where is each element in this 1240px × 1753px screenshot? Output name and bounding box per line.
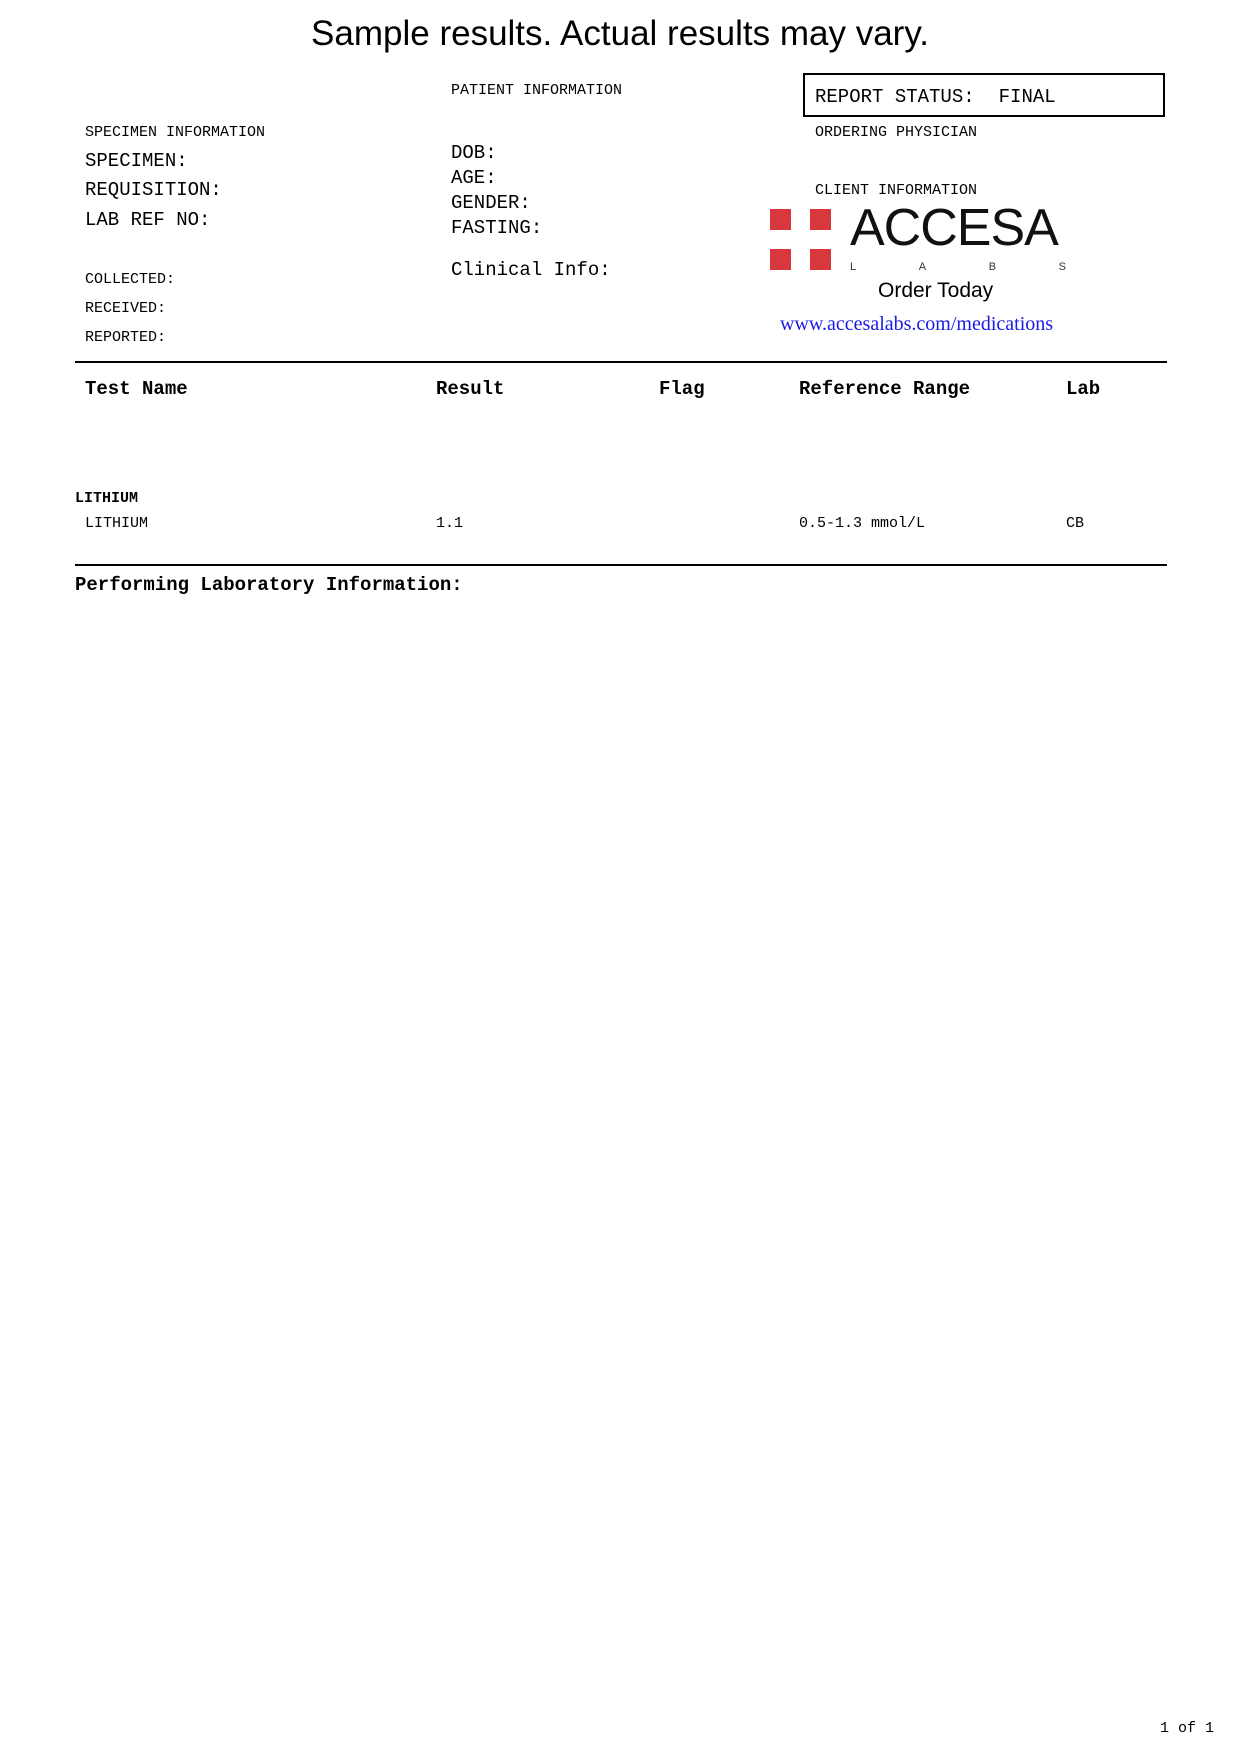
logo-subtitle: L A B S: [850, 261, 1066, 273]
report-status-value: FINAL: [998, 86, 1056, 108]
report-status-label: REPORT STATUS:: [815, 86, 975, 108]
table-row-result: 1.1: [436, 515, 464, 532]
clinical-info-label: Clinical Info:: [451, 259, 611, 281]
gender-label: GENDER:: [451, 192, 531, 214]
ordering-physician-heading: ORDERING PHYSICIAN: [815, 124, 978, 141]
sample-results-banner: Sample results. Actual results may vary.: [311, 14, 929, 53]
client-info-heading: CLIENT INFORMATION: [815, 182, 978, 199]
results-divider: [75, 564, 1167, 566]
table-row-test-name: LITHIUM: [85, 515, 149, 532]
col-header-test-name: Test Name: [85, 378, 188, 400]
report-status-box: [803, 73, 1165, 117]
header-divider: [75, 361, 1167, 363]
reported-label: REPORTED:: [85, 329, 167, 346]
col-header-reference-range: Reference Range: [799, 378, 971, 400]
table-row-lab: CB: [1066, 515, 1085, 532]
requisition-label: REQUISITION:: [85, 179, 222, 201]
received-label: RECEIVED:: [85, 300, 167, 317]
page-number: 1 of 1: [1160, 1720, 1215, 1737]
logo-square-icon: [770, 209, 791, 230]
lab-ref-label: LAB REF NO:: [85, 209, 211, 231]
logo-square-icon: [810, 209, 831, 230]
collected-label: COLLECTED:: [85, 271, 176, 288]
fasting-label: FASTING:: [451, 217, 543, 239]
test-group-title: LITHIUM: [75, 490, 139, 507]
col-header-flag: Flag: [659, 378, 705, 400]
col-header-result: Result: [436, 378, 505, 400]
dob-label: DOB:: [451, 142, 497, 164]
specimen-info-heading: SPECIMEN INFORMATION: [85, 124, 266, 141]
patient-info-heading: PATIENT INFORMATION: [451, 82, 623, 99]
order-today-text: Order Today: [878, 279, 994, 302]
table-row-reference-range: 0.5-1.3 mmol/L: [799, 515, 926, 532]
performing-lab-heading: Performing Laboratory Information:: [75, 574, 463, 596]
age-label: AGE:: [451, 167, 497, 189]
logo-square-icon: [810, 249, 831, 270]
logo-wordmark: ACCESA: [850, 199, 1058, 257]
col-header-lab: Lab: [1066, 378, 1101, 400]
medications-link[interactable]: www.accesalabs.com/medications: [780, 313, 1054, 335]
specimen-label: SPECIMEN:: [85, 150, 188, 172]
logo-square-icon: [770, 249, 791, 270]
